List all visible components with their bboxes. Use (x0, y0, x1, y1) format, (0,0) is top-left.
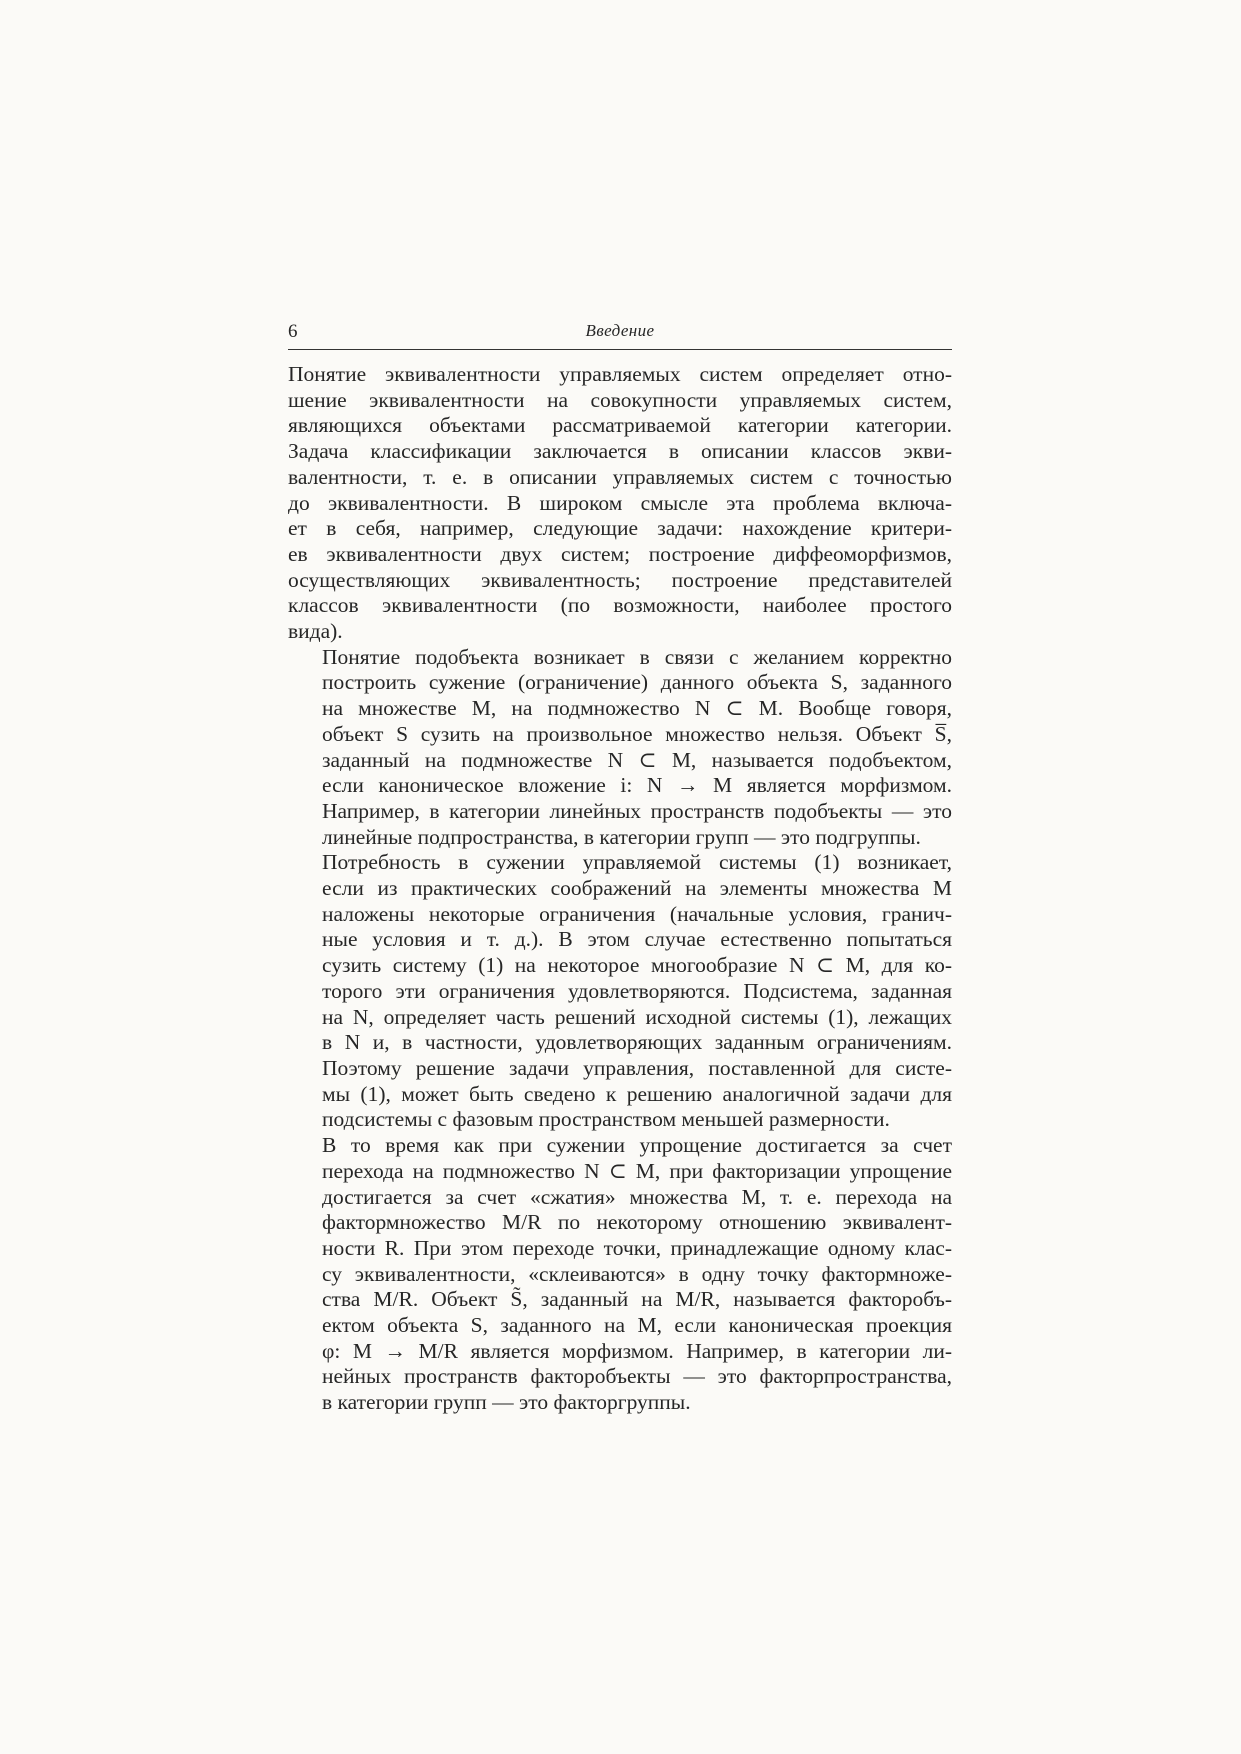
text-line: су эквивалентности, «склеиваются» в одну точку фактормноже- (322, 1261, 952, 1286)
page-number: 6 (288, 321, 298, 342)
text-line: классов эквивалентности (по возможности, наиболее простого (288, 593, 952, 618)
text-line: φ: M → M/R является морфизмом. Например, в категории ли- (322, 1338, 952, 1363)
text-line: на множестве M, на подмножество N ⊂ M. Вообще говоря, (322, 696, 952, 721)
text-line: ет в себя, например, следующие задачи: нахождение критери- (288, 516, 952, 541)
text-line: Задача классификации заключается в описании классов экви- (288, 439, 952, 464)
text-line: сузить систему (1) на некоторое многообразие N ⊂ M, для ко- (322, 953, 952, 978)
text-line: ные условия и т. д.). В этом случае естественно попытаться (322, 927, 952, 952)
text-line: вида). (288, 619, 343, 644)
text-line: построить сужение (ограничение) данного объекта S, заданного (322, 670, 952, 695)
paragraph (288, 645, 952, 851)
text-line: Поэтому решение задачи управления, поставленной для систе- (322, 1055, 952, 1080)
text-line: в N и, в частности, удовлетворяющих заданным ограничениям. (322, 1030, 952, 1055)
text-line: нейных пространств факторобъекты — это факторпространства, (322, 1364, 952, 1389)
text-line: если из практических соображений на элементы множества M (322, 876, 952, 901)
text-line: объект S сузить на произвольное множество нельзя. Объект S̅, (322, 721, 952, 746)
running-title: Введение (585, 321, 655, 340)
text-line: Например, в категории линейных пространств подобъекты — это (322, 798, 952, 823)
body-text (288, 362, 952, 1416)
text-line: наложены некоторые ограничения (начальные условия, гранич- (322, 901, 952, 926)
text-line: ности R. При этом переходе точки, принадлежащие одному клас- (322, 1235, 952, 1260)
text-line: Потребность в сужении управляемой системы (1) возникает, (322, 850, 952, 875)
text-line: линейные подпространства, в категории групп — это подгруппы. (322, 824, 921, 849)
text-line: Понятие подобъекта возникает в связи с желанием корректно (322, 644, 952, 669)
text-line: валентности, т. е. в описании управляемых систем с точностью (288, 464, 952, 489)
paragraph (288, 362, 952, 645)
text-line: мы (1), может быть сведено к решению аналогичной задачи для (322, 1081, 952, 1106)
text-line: шение эквивалентности на совокупности управляемых систем, (288, 387, 952, 412)
text-line: фактормножество M/R по некоторому отношению эквивалент- (322, 1210, 952, 1235)
text-line: заданный на подмножестве N ⊂ M, называется подобъектом, (322, 747, 952, 772)
text-line: являющихся объектами рассматриваемой категории категории. (288, 413, 952, 438)
paragraph (288, 850, 952, 1133)
text-line: в категории групп — это факторгруппы. (322, 1390, 691, 1415)
text-line: осуществляющих эквивалентность; построение представителей (288, 567, 952, 592)
text-line: перехода на подмножество N ⊂ M, при факторизации упрощение (322, 1158, 952, 1183)
text-line: до эквивалентности. В широком смысле эта проблема включа- (288, 490, 952, 515)
text-line: ства M/R. Объект S̃, заданный на M/R, называется факторобъ- (322, 1287, 952, 1312)
text-line: ектом объекта S, заданного на M, если каноническая проекция (322, 1313, 952, 1338)
text-line: подсистемы с фазовым пространством меньшей размерности. (322, 1107, 890, 1132)
text-line: Понятие эквивалентности управляемых систем определяет отно- (288, 362, 952, 386)
text-line: на N, определяет часть решений исходной системы (1), лежащих (322, 1004, 952, 1029)
text-line: достигается за счет «сжатия» множества M, т. е. перехода на (322, 1184, 952, 1209)
text-line: торого эти ограничения удовлетворяются. Подсистема, заданная (322, 978, 952, 1003)
text-line: ев эквивалентности двух систем; построение диффеоморфизмов, (288, 541, 952, 566)
page-header (288, 319, 952, 350)
text-line: В то время как при сужении упрощение достигается за счет (322, 1133, 952, 1158)
paragraph (288, 1133, 952, 1416)
text-line: если каноническое вложение i: N → M является морфизмом. (322, 773, 952, 798)
